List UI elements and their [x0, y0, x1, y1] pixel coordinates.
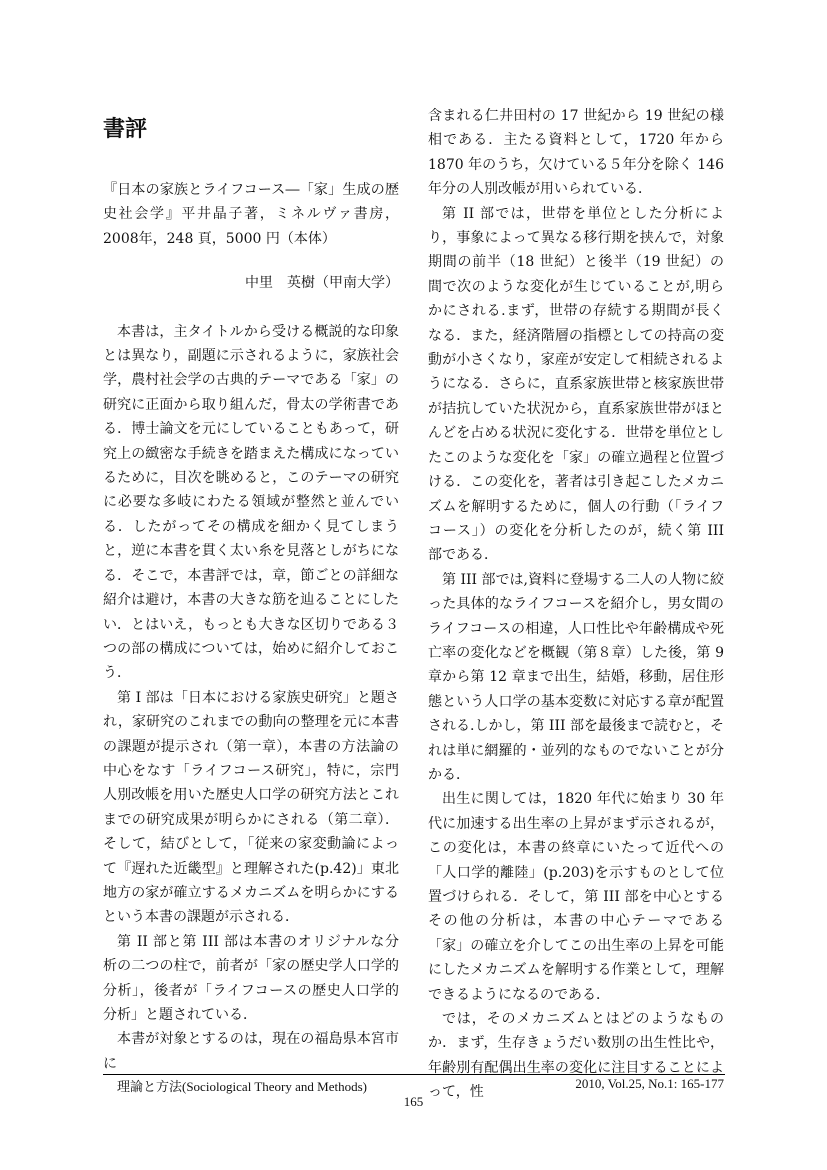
paragraph: では，そのメカニズムとはどのようなものか．まず，生存きょうだい数別の出生性比や，年齢別有配偶出生率の変化に注目することによって，性 [428, 1011, 724, 1101]
journal-citation: 2010, Vol.25, No.1: 165-177 [575, 1076, 724, 1091]
section-heading: 書評 [103, 116, 148, 142]
page-number: 165 [403, 1094, 424, 1109]
paragraph: 第 II 部では，世帯を単位とした分析により，事象によって異なる移行期を挟んで，対象期間の前半（18 世紀）と後半（19 世紀）の間で次のような変化が生じていることが,明らかにされる.まず，世帯の存続する期間が長くなる．また，経済階層の指標としての持高の変動が小さくなり，家産が安定して相続されるようになる．さらに，直系家族世帯と核家族世帯が拮抗していた状況から，直系家族世帯がほとんどを占める状況に変化する．世帯を単位としたこのような変化を「家」の確立過程と位置づける．この変化を，著者は引き起こしたメカニズムを解明するために，個人の行動（「ライフコース」）の変化を分析したのが，続く第 III 部である． [428, 205, 724, 564]
paragraph: 第 I 部は「日本における家族史研究」と題され，家研究のこれまでの動向の整理を元に本書の課題が提示され（第一章），本書の方法論の中心をなす「ライフコース研究」，特に，宗門人別改帳を用いた歴史人口学の研究方法とこれまでの研究成果が明らかにされる（第二章）．そして，結びとして，「従来の家変動論によって『遅れた近畿型』と理解された(p.42)」東北地方の家が確立するメカニズムを明らかにするという本書の課題が示される． [103, 689, 399, 926]
paragraph: 本書は，主タイトルから受ける概説的な印象とは異なり，副題に示されるように，家族社会学，農村社会学の古典的テーマである「家」の研究に正面から取り組んだ，骨太の学術書である．博士論文を元にしていることもあって，研究上の緻密な手続きを踏まえた構成になっているために，目次を眺めると，このテーマの研究に必要な多岐にわたる領域が整然と並んでいる．したがってその構成を細かく見てしまうと，逆に本書を貫く太い糸を見落としがちになる．そこで，本書評では，章，節ごとの詳細な紹介は避け，本書の大きな筋を辿ることにしたい．とはいえ，もっとも大きな区切りである３つの部の構成については，始めに紹介しておこう． [103, 323, 399, 682]
paragraph-continued: 含まれる仁井田村の 17 世紀から 19 世紀の様相である．主たる資料として，1720 年から 1870 年のうち，欠けている５年分を除く 146 年分の人別改帳が用いられている． [428, 108, 724, 198]
paragraph: 出生に関しては，1820 年代に始まり 30 年代に加速する出生率の上昇がまず示されるが，この変化は，本書の終章にいたって近代への「人口学的離陸」(p.203)を示すものとして位置づけられる．そして，第 III 部を中心とするその他の分析は，本書の中心テーマである「家」の確立を介してこの出生率の上昇を可能にしたメカニズムを解明する作業として，理解できるようになるのである． [428, 791, 724, 1003]
book-citation: 『日本の家族とライフコース―「家」生成の歴史社会学』平井晶子著，ミネルヴァ書房，2008年，248 頁，5000 円（本体） [103, 182, 399, 247]
reviewer-name: 中里 英樹（甲南大学） [245, 275, 399, 292]
paragraph: 本書が対象とするのは，現在の福島県本宮市に [103, 1031, 399, 1072]
paragraph: 第 II 部と第 III 部は本書のオリジナルな分析の二つの柱で，前者が「家の歴史学人口学的分析」，後者が「ライフコースの歴史人口学的分析」と題されている． [103, 933, 399, 1023]
left-column [103, 104, 399, 1076]
paragraph: 第 III 部では,資料に登場する二人の人物に絞った具体的なライフコースを紹介し，男女間のライフコースの相違，人口性比や年齢構成や死亡率の変化などを概観（第８章）した後，第 9 章から第 12 章まで出生，結婚，移動，居住形態という人口学の基本変数に対応する章が配置される.しかし，第 III 部を最後まで読むと，それは単に網羅的・並列的なものでないことが分かる． [428, 571, 724, 783]
right-column [428, 104, 724, 1105]
journal-name: 理論と方法(Sociological Theory and Methods) [117, 1079, 367, 1094]
footer-divider [103, 1074, 725, 1075]
